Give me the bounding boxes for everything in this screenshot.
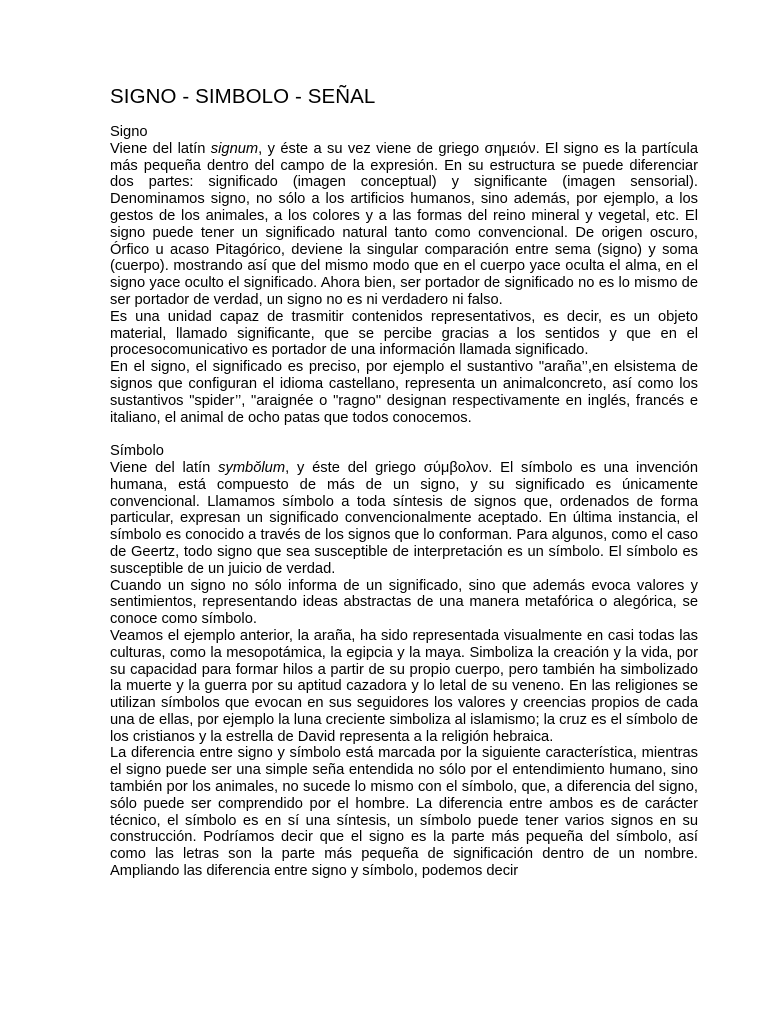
section-heading-signo: Signo [110, 124, 148, 140]
paragraph-text: Viene del latín [110, 459, 219, 476]
section-signo [110, 124, 698, 426]
latin-term: signum [210, 140, 259, 157]
paragraph-text: , y éste a su vez viene de griego σημειόν. El signo es la partícula más pequeña dentro del campo de la expresión. En su estructura se puede diferenciar dos partes: significado (imagen conceptual) y significante (imagen sensorial). Denominamos signo, no sólo a los artificios humanos, sino además, por ejemplo, a los gestos de los animales, a los colores y a las formas del reino mineral y vegetal, etc. El signo puede tener un significado natural tanto como convencional. De origen oscuro, Órfico u acaso Pitagórico, deviene la singular comparación entre sema (signo) y soma (cuerpo). mostrando así que del mismo modo que en el cuerpo yace oculta el alma, en el signo yace oculto el significado. Ahora bien, ser portador de significado no es lo mismo de ser portador de verdad, un signo no es ni verdadero ni falso. [110, 140, 698, 308]
document-page [110, 84, 698, 880]
paragraph: Es una unidad capaz de trasmitir contenidos representativos, es decir, es un objeto material, llamado significante, que se percibe gracias a los sentidos y que en el procesocomunicativo es portador de una información llamada significado. [110, 308, 698, 359]
section-heading-simbolo: Símbolo [110, 443, 164, 460]
paragraph-text: , y éste del griego σύμβολον. El símbolo es una invención humana, está compuesto de más de un signo, y su significado es únicamente convencional. Llamamos símbolo a toda síntesis de signos que, ordenados de forma particular, expresan un significado convencionalmente aceptado. En última instancia, el símbolo es conocido a través de los signos que lo conforman. Para algunos, como el caso de Geertz, todo signo que sea susceptible de interpretación es un símbolo. El símbolo es susceptible de un juicio de verdad. [110, 459, 699, 577]
paragraph: Cuando un signo no sólo informa de un significado, sino que además evoca valores y sentimientos, representando ideas abstractas de una manera metafórica o alegórica, se conoce como símbolo. [110, 577, 698, 628]
paragraph-text: Viene del latín [110, 140, 211, 157]
paragraph: En el signo, el significado es preciso, por ejemplo el sustantivo "araña’’,en elsistema de signos que configuran el idioma castellano, representa un animalconcreto, así como los sustantivos "spider’’, "araignée o "ragno" designan respectivamente en inglés, francés e italiano, el animal de ocho patas que todos conocemos. [110, 359, 698, 426]
paragraph [110, 460, 698, 578]
paragraph: Veamos el ejemplo anterior, la araña, ha sido representada visualmente en casi todas las culturas, como la mesopotámica, la egipcia y la maya. Simboliza la creación y la vida, por su capacidad para formar hilos a partir de su propio cuerpo, pero también ha simbolizado la muerte y la guerra por su aptitud cazadora y lo letal de su veneno. En las religiones se utilizan símbolos que evocan en sus seguidores los valores y creencias propios de cada una de ellas, por ejemplo la luna creciente simboliza al islamismo; la cruz es el símbolo de los cristianos y la estrella de David representa a la religión hebraica. [110, 627, 698, 745]
latin-term: symbŏlum [218, 459, 286, 476]
paragraph [110, 141, 698, 309]
paragraph: La diferencia entre signo y símbolo está marcada por la siguiente característica, mientras el signo puede ser una simple seña entendida no sólo por el entendimiento humano, sino también por los animales, no sucede lo mismo con el símbolo, que, a diferencia del signo, sólo puede ser comprendido por el hombre. La diferencia entre ambos es de carácter técnico, el símbolo es en sí una síntesis, un símbolo puede tener varios signos en su construcción. Podríamos decir que el signo es la parte más pequeña del símbolo, así como las letras son la parte más pequeña de significación dentro de un nombre. Ampliando las diferencia entre signo y símbolo, podemos decir [110, 745, 698, 880]
section-simbolo [110, 443, 698, 880]
section-spacer [110, 426, 698, 443]
document-title: SIGNO - SIMBOLO - SEÑAL [110, 85, 376, 108]
